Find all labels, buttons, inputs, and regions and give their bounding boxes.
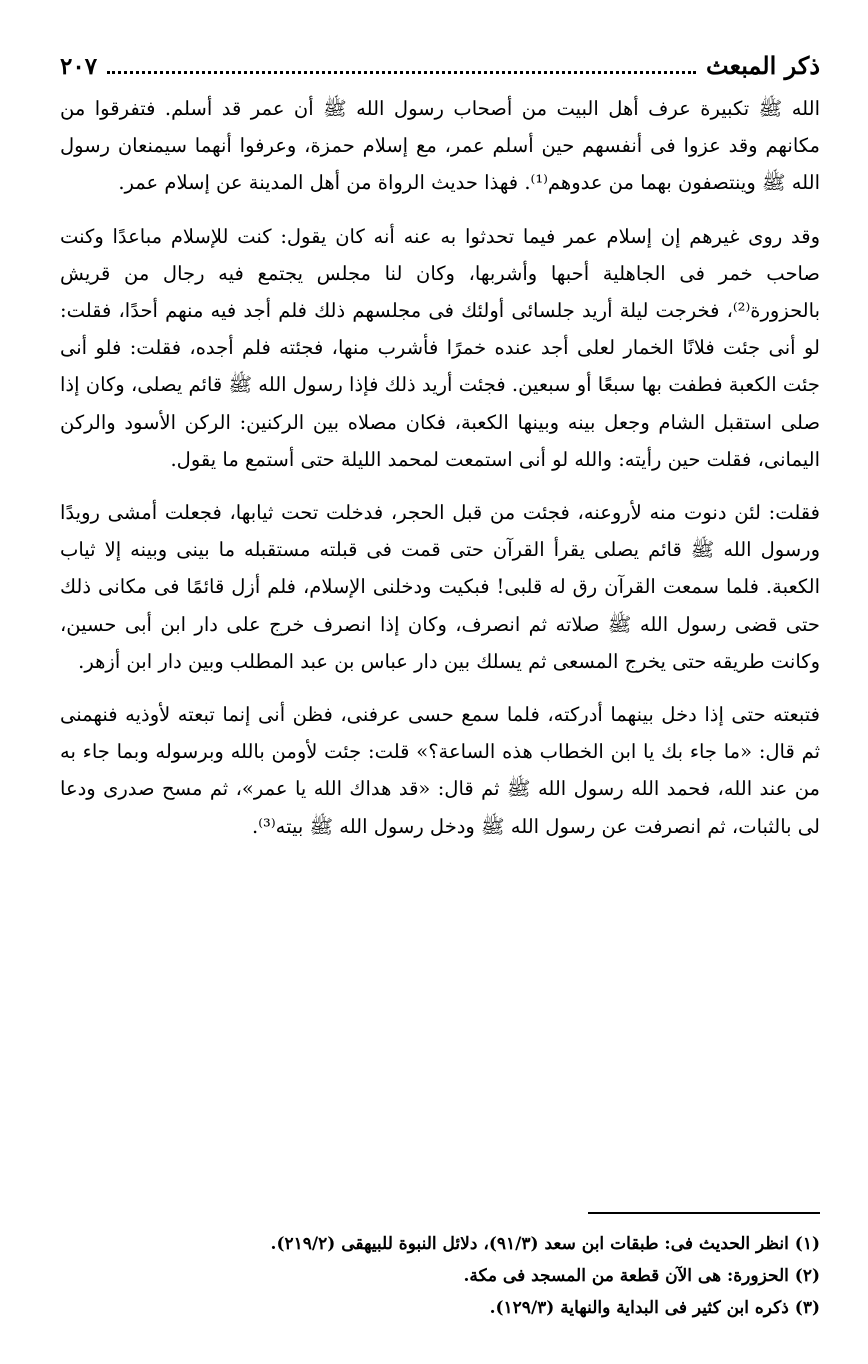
leader-dots [107, 71, 696, 74]
footnote-3: (٣) ذكره ابن كثير فى البداية والنهاية (١٢٩/٣). [489, 1298, 820, 1318]
page-number: ٢٠٧ [60, 53, 98, 80]
paragraph-2: وقد روى غيرهم إن إسلام عمر فيما تحدثوا به عنه أنه كان يقول: كنت للإسلام مباعدًا وكنت صاحب خمر فى الجاهلية أحبها وأشربها، وكان لنا مجلس يجتمع فيه رجال من قريش بالحزورة⁽²⁾، فخرجت ليلة أريد جلسائى أولئك فى مجلسهم ذلك فلم أجد فيه منهم أحدًا، فقلت: لو أنى جئت فلانًا الخمار لعلى أجد عنده خمرًا فأشرب منها، فجئته فلم أجده، فقلت: فلو أنى جئت الكعبة فطفت بها سبعًا أو سبعين. فجئت أريد ذلك فإذا رسول الله ﷺ قائم يصلى، وكان إذا صلى استقبل الشام وجعل بينه وبينها الكعبة، فكان مصلاه بين الركنين: الركن الأسود والركن اليمانى، فقلت حين رأيته: والله لو أنى استمعت لمحمد الليلة حتى أستمع ما يقول. [60, 224, 820, 471]
paragraph-3: فقلت: لئن دنوت منه لأروعنه، فجئت من قبل الحجر، فدخلت تحت ثيابها، فجعلت أمشى رويدًا ورسول الله ﷺ قائم يصلى يقرأ القرآن حتى قمت فى قبلته مستقبله ما بينى وبينه إلا ثياب الكعبة. فلما سمعت القرآن رق له قلبى! فبكيت ودخلنى الإسلام، فلم أزل قائمًا فى مكانى ذلك حتى قضى رسول الله ﷺ صلاته ثم انصرف، وكان إذا انصرف خرج على دار ابن أبى حسين، وكانت طريقه حتى يخرج المسعى ثم يسلك بين دار عباس بن عبد المطلب وبين دار ابن أزهر. [60, 501, 820, 673]
section-title: ذكر المبعث [706, 51, 820, 80]
footnote-1: (١) انظر الحديث فى: طبقات ابن سعد (٩١/٣)، دلائل النبوة للبيهقى (٢١٩/٢). [270, 1234, 820, 1254]
running-header [60, 46, 820, 90]
footnote-rule [588, 1212, 820, 1214]
body-text [60, 90, 820, 845]
paragraph-1: الله ﷺ تكبيرة عرف أهل البيت من أصحاب رسول الله ﷺ أن عمر قد أسلم. فتفرقوا من مكانهم وقد عزوا فى أنفسهم حين أسلم عمر، مع إسلام حمزة، وعرفوا أنهما سيمنعان رسول الله ﷺ وينتصفون بهما من عدوهم⁽¹⁾. فهذا حديث الرواة من أهل المدينة عن إسلام عمر. [60, 97, 820, 195]
paragraph-4: فتبعته حتى إذا دخل بينهما أدركته، فلما سمع حسى عرفنى، فظن أنى إنما تبعته لأوذيه فنهمنى ثم قال: «ما جاء بك يا ابن الخطاب هذه الساعة؟» قلت: جئت لأومن بالله وبرسوله وبما جاء به من عند الله، فحمد الله رسول الله ﷺ ثم قال: «قد هداك الله يا عمر»، ثم مسح صدرى ودعا لى بالثبات، ثم انصرفت عن رسول الله ﷺ ودخل رسول الله ﷺ بيته⁽³⁾. [60, 703, 820, 838]
page [60, 46, 820, 845]
footnote-2: (٢) الحزورة: هى الآن قطعة من المسجد فى مكة. [463, 1266, 820, 1286]
footnotes [60, 1212, 820, 1324]
